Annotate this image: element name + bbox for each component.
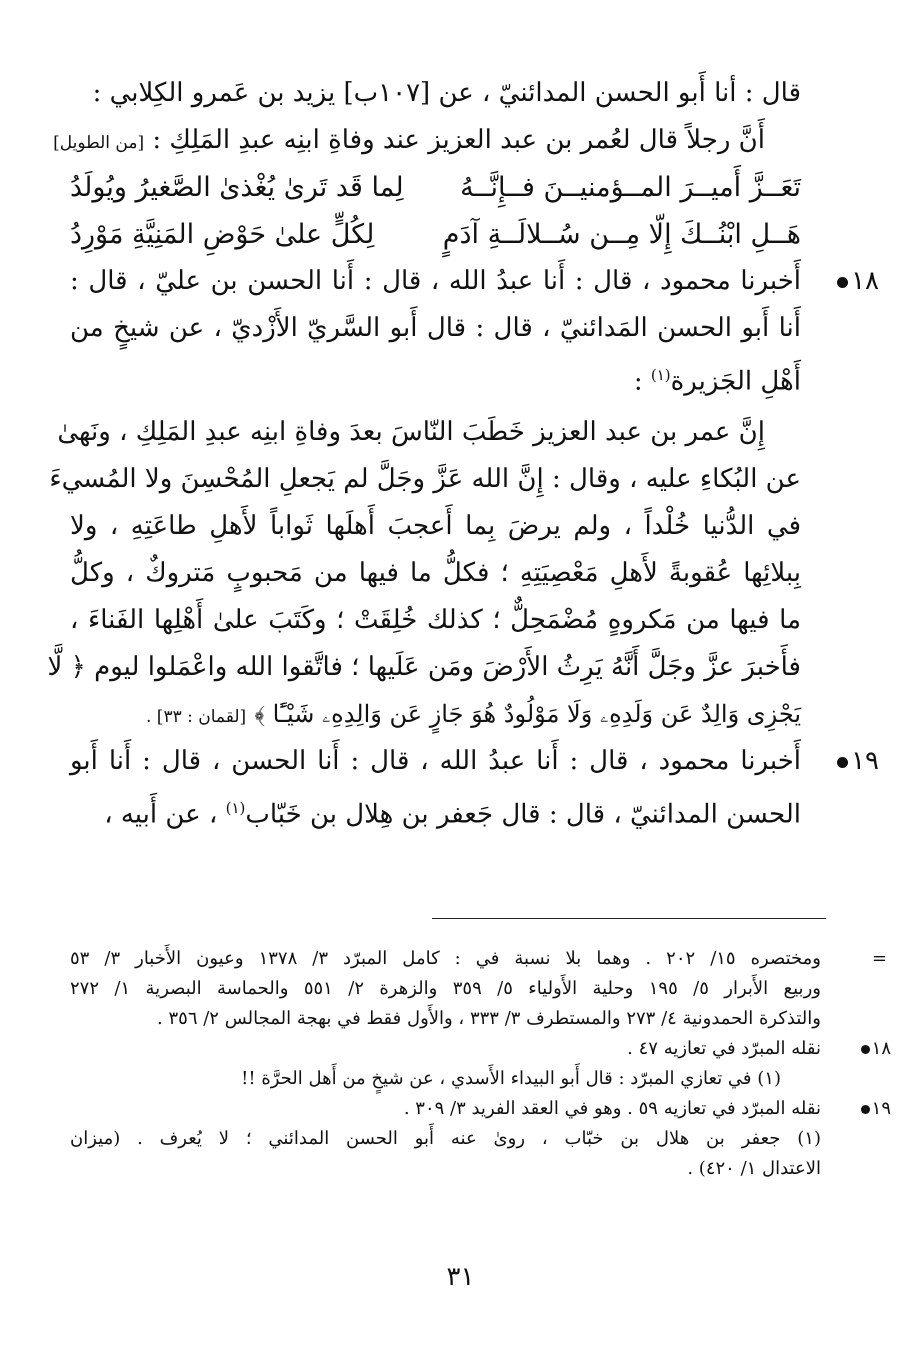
item-18-line-2: أَنا أَبو الحسن المَدائنيّ ، قال : قال أَبو السَّريّ الأَزْديّ ، عن شيخٍ من xyxy=(70,313,801,343)
footnote-marker: (١) xyxy=(225,799,246,817)
poem-meter-label: [من الطويل] xyxy=(53,133,145,153)
narration-line xyxy=(53,117,801,164)
footnote-18 xyxy=(70,1034,891,1064)
footnote-continued-2: وربيع الأَبرار ٥/ ١٩٥ وحلية الأَولياء ٥/ ٣٥٩ والزهرة ٢/ ٥٥١ والحماسة البصرية ١/ ٢٧٢ xyxy=(70,978,821,999)
main-text xyxy=(47,70,879,832)
item-19-text-2: الحسن المدائنيّ ، قال : قال جَعفر بن هِلال بن خَبّاب xyxy=(245,799,801,830)
poem-verse-1 xyxy=(70,164,801,211)
footnote-19-sub-1: (١) جعفر بن هلال بن خبّاب ، روىٰ عنه أَبو الحسن المدائني ؛ لا يُعرف . (ميزان xyxy=(70,1128,821,1149)
footnotes xyxy=(70,944,891,1184)
item-19-line-2 xyxy=(70,785,801,832)
item-19-number: ١٩ xyxy=(831,738,879,785)
footnote-18-sub: (١) في تعازي المبرّد : قال أَبو البيداء الأَسدي ، عن شيخٍ من أَهل الحرَّة !! xyxy=(241,1068,781,1089)
item-19-text-1: أَخبرنا محمود ، قال : أَنا عبدُ الله ، قال : أَنا الحسن ، قال : أَنا أَبو xyxy=(70,746,801,776)
item-18-number: ١٨ xyxy=(831,258,879,305)
footnote-marker: (١) xyxy=(650,366,671,384)
item-19-text-2-end: ، عن أَبيه ، xyxy=(104,799,226,830)
intro-line: قال : أنا أَبو الحسن المدائنيّ ، عن [١٠٧ب] يزيد بن عَمرو الكِلابي : xyxy=(92,78,801,108)
paragraph-line-5: ما فيها من مَكروهٍ مُضْمَحِلٌّ ؛ كذلك خُلِقَتْ ؛ وكَتَبَ علىٰ أَهْلِها الفَناءَ ، xyxy=(70,605,801,635)
footnote-19 xyxy=(70,1094,891,1124)
verse-2-second-hemistich: لِكُلٍّ علىٰ حَوْضِ المَنِيَّةِ مَوْرِدُ xyxy=(70,219,375,250)
paragraph-line-3: في الدُّنيا خُلْداً ، ولم يرضَ بِما أَعجبَ أَهلَها ثَواباً لأَهلِ طاعَتِهِ ، ولا xyxy=(70,511,801,541)
footnote-18-text: نقله المبرّد في تعازيه ٤٧ . xyxy=(627,1038,821,1059)
footnote-continued-1 xyxy=(70,944,887,974)
item-18-line-1 xyxy=(70,258,879,305)
paragraph-line-4: بِبلائِها عُقوبةً لأَهلِ مَعْصِيَتِهِ ؛ فكلُّ ما فيها من مَحبوبٍ مَتروكٌ ، وكلُّ xyxy=(70,558,801,588)
verse-1-first-hemistich: تَعَــزَّ أَميــرَ المــؤمنيــنَ فــإِنَّــهُ xyxy=(460,172,801,203)
quran-verse: يَجْزِى وَالِدٌ عَن وَلَدِهِۦ وَلَا مَوْلُودٌ هُوَ جَازٍ عَن وَالِدِهِۦ شَيْـًٔا ﴾ xyxy=(254,700,801,728)
quran-reference: [لقمان : ٣٣] . xyxy=(145,707,247,727)
item-18-text-3-end: : xyxy=(633,366,651,397)
quran-line xyxy=(70,691,801,738)
bullet-icon xyxy=(837,277,848,288)
continuation-sign: = xyxy=(871,948,887,969)
bullet-icon xyxy=(837,757,848,768)
footnote-continued-3: والتذكرة الحمدونية ٤/ ٢٧٣ والمستطرف ٣/ ٣٣٣ ، والأَول فقط في بهجة المجالس ٢/ ٣٥٦ . xyxy=(157,1008,821,1029)
verse-2-first-hemistich: هَــلِ ابْنُــكَ إِلّا مِــن سُــلالَــةِ آدَمٍ xyxy=(442,219,801,250)
item-18-text-1: أَخبرنا محمود ، قال : أَنا عبدُ الله ، قال : أَنا الحسن بن عليّ ، قال : xyxy=(70,266,801,296)
item-18-text-3: أَهْلِ الجَزيرة xyxy=(670,366,801,397)
paragraph-line-1: إِنَّ عمر بن عبد العزيز خَطَبَ النّاسَ بعدَ وفاةِ ابنِه عبدِ المَلِكِ ، ونَهىٰ xyxy=(57,417,765,447)
verse-1-second-hemistich: لِما قَد تَرىٰ يُغْذىٰ الصَّغيرُ ويُولَدُ xyxy=(70,172,404,203)
footnote-continued-text-1: ومختصره ١٥/ ٢٠٢ . وهما بلا نسبة في : كامل المبرّد ٣/ ١٣٧٨ وعيون الأَخبار ٣/ ٥٣ xyxy=(70,948,821,969)
paragraph-line-2: عن البُكاءِ عليه ، وقال : إِنَّ الله عَزَّ وجَلَّ لم يَجعلِ المُحْسِنَ ولا المُسيءَ xyxy=(49,464,801,494)
item-18-line-3 xyxy=(70,352,801,399)
footnote-19-number: ١٩ xyxy=(857,1094,891,1124)
item-19-line-1 xyxy=(70,738,879,785)
footnote-18-number: ١٨ xyxy=(857,1034,891,1064)
paragraph-line-6: فأَخبرَ عزَّ وجَلَّ أَنَّهُ يَرِثُ الأَرْضَ ومَن عَلَيها ؛ فاتَّقوا الله واعْمَلوا ليوم ﴿ لَّا xyxy=(47,652,801,682)
footnote-separator xyxy=(432,918,826,919)
footnote-19-sub-2: الاعتدال ١/ ٤٢٠) . xyxy=(687,1158,821,1179)
page-number: ٣١ xyxy=(446,1262,475,1292)
narration-text: أَنَّ رجلاً قال لعُمر بن عبد العزيز عند وفاةِ ابنِه عبدِ المَلِكِ : xyxy=(152,125,765,155)
poem-verse-2 xyxy=(70,211,801,258)
footnote-19-text: نقله المبرّد في تعازيه ٥٩ . وهو في العقد الفريد ٣/ ٣٠٩ . xyxy=(403,1098,821,1119)
bullet-icon xyxy=(861,1105,870,1114)
bullet-icon xyxy=(861,1045,870,1054)
